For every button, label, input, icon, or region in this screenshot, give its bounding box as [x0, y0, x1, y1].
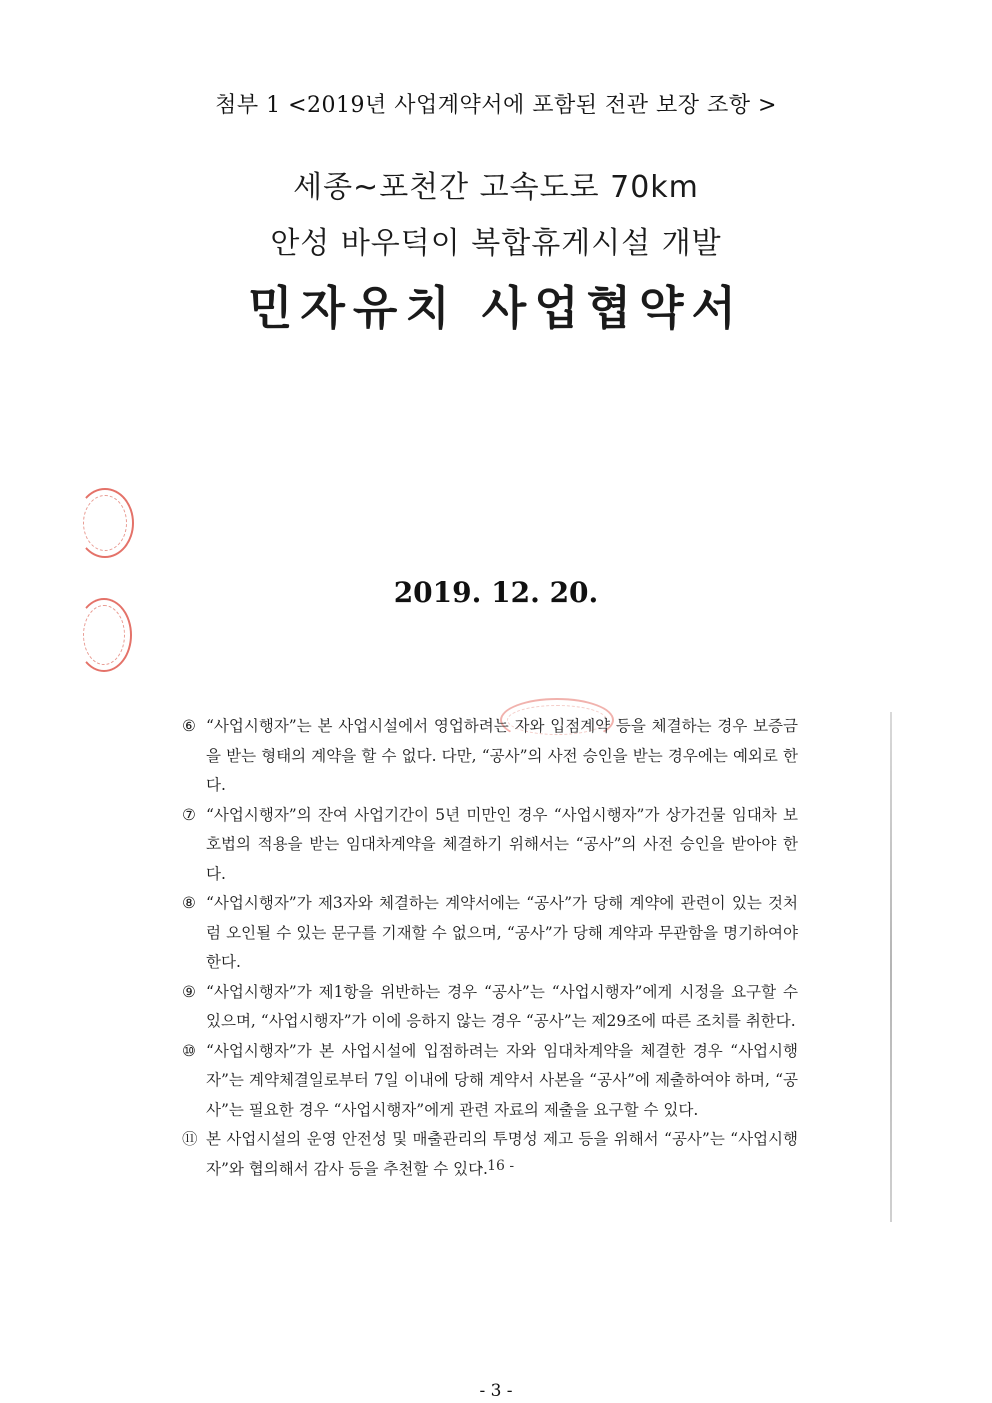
- clause-item: [182, 1125, 798, 1184]
- clause-text: “사업시행자”의 잔여 사업기간이 5년 미만인 경우 “사업시행자”가 상가건물 임대차 보호법의 적용을 받는 임대차계약을 체결하기 위해서는 “공사”의 사전 승인을 받아야 한다.: [206, 805, 798, 883]
- red-seal-stamp: [76, 598, 132, 672]
- clause-item: [182, 712, 798, 801]
- cover-title-line1: 세종~포천간 고속도로 70km: [293, 170, 699, 205]
- clause-number: ⑥: [182, 717, 196, 735]
- clause-text: “사업시행자”는 본 사업시설에서 영업하려는 자와 입점계약 등을 체결하는 경우 보증금을 받는 형태의 계약을 할 수 없다. 다만, “공사”의 사전 승인을 받는 경우에는 예외로 한다.: [206, 717, 798, 794]
- clause-number: ⑧: [182, 894, 196, 912]
- scan-edge-divider: [890, 712, 892, 1222]
- clause-number: ⑦: [182, 805, 196, 824]
- clause-number: ⑪: [182, 1130, 198, 1148]
- clause-text: “사업시행자”가 본 사업시설에 입점하려는 자와 임대차계약을 체결한 경우 “사업시행자”는 계약체결일로부터 7일 이내에 당해 계약서 사본을 “공사”에 제출하여야 하며, “공사”는 필요한 경우 “사업시행자”에게 관련 자료의 제출을 요구할 수 있다.: [206, 1041, 798, 1119]
- clause-text: “사업시행자”가 제3자와 체결하는 계약서에는 “공사”가 당해 계약에 관련이 있는 것처럼 오인될 수 있는 문구를 기재할 수 없으며, “공사”가 당해 계약과 무관함을 명기하여야 한다.: [206, 894, 798, 971]
- inner-page-number: - 16 -: [477, 1158, 515, 1174]
- clause-number: ⑨: [182, 982, 196, 1001]
- clause-number: ⑩: [182, 1041, 196, 1060]
- clause-text: “사업시행자”가 제1항을 위반하는 경우 “공사”는 “사업시행자”에게 시정을 요구할 수 있으며, “사업시행자”가 이에 응하지 않는 경우 “공사”는 제29조에 따른 조치를 취한다.: [206, 982, 798, 1030]
- page-number: - 3 -: [479, 1381, 513, 1401]
- clause-item: [182, 801, 798, 890]
- clause-list: [182, 712, 798, 1184]
- attachment-heading: 첨부 1 <2019년 사업계약서에 포함된 전관 보장 조항 >: [215, 93, 777, 118]
- cover-date: 2019. 12. 20.: [393, 576, 599, 609]
- red-seal-stamp: [76, 488, 134, 558]
- clause-item: [182, 889, 798, 978]
- clause-item: [182, 978, 798, 1037]
- clause-item: [182, 1037, 798, 1126]
- cover-title-main: 민자유치 사업협약서: [248, 281, 744, 335]
- cover-title-line2: 안성 바우덕이 복합휴게시설 개발: [270, 226, 722, 261]
- clause-text: 본 사업시설의 운영 안전성 및 매출관리의 투명성 제고 등을 위해서 “공사”는 “사업시행자”와 협의해서 감사 등을 추천할 수 있다.: [206, 1130, 798, 1178]
